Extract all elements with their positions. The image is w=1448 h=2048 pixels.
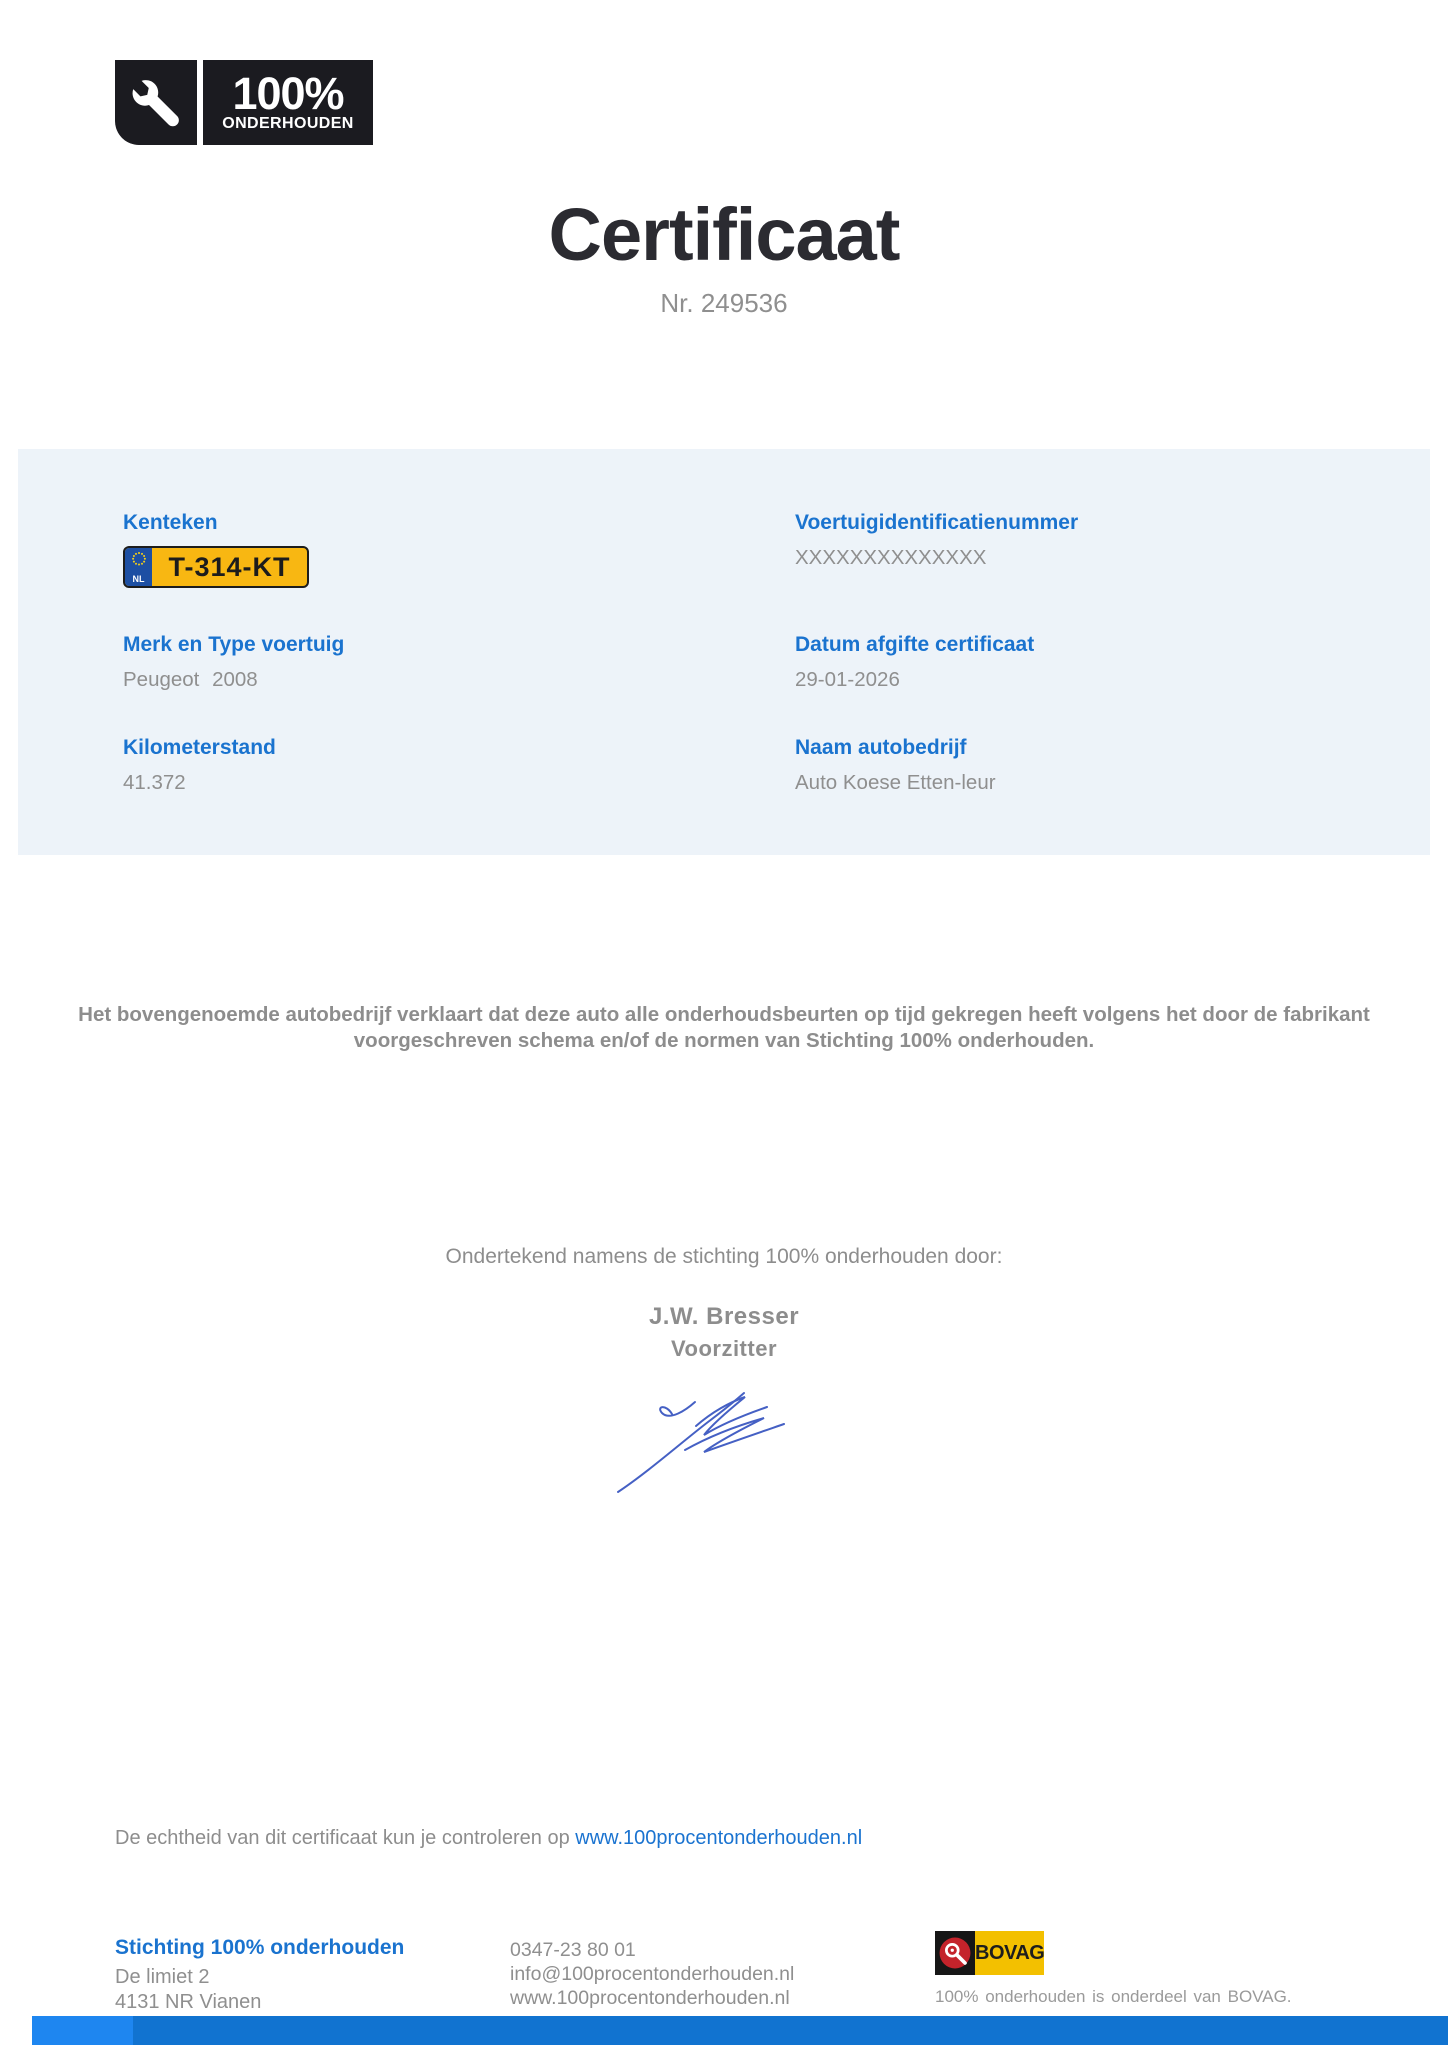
vehicle-details-panel: [18, 449, 1430, 855]
bovag-logo: [935, 1931, 1043, 1975]
field-kilometerstand: [123, 736, 795, 855]
license-plate: [123, 546, 309, 588]
signature-image: [612, 1380, 812, 1505]
bedrijf-label: Naam autobedrijf: [795, 736, 967, 759]
signer-role: Voorzitter: [670, 1336, 778, 1361]
certificate-number: Nr. 249536: [660, 288, 788, 318]
field-kenteken: [123, 511, 795, 633]
logo-text-tile: [203, 60, 373, 145]
bar-light-segment: [32, 2016, 133, 2045]
datum-label: Datum afgifte certificaat: [795, 633, 1035, 656]
bovag-wheel-icon: [935, 1933, 975, 1973]
signer-name: J.W. Bresser: [648, 1303, 800, 1330]
field-merk: [123, 633, 795, 736]
footer-address-line1: De limiet 2: [115, 1966, 210, 1988]
field-vin: [795, 511, 1430, 633]
signing-intro: Ondertekend namens de stichting 100% onderhouden door:: [445, 1245, 1003, 1268]
bovag-note: 100% onderhouden is onderdeel van BOVAG.: [935, 1987, 1292, 2006]
footer-website: www.100procentonderhouden.nl: [510, 1987, 790, 2009]
declaration-statement: Het bovengenoemde autobedrijf verklaart dat deze auto alle onderhoudsbeurten op tijd gekregen heeft volgens het door de fabrikant voorgeschreven schema en/of de normen van Stichting 100% onderhouden.: [78, 1003, 1370, 1052]
footer-phone: 0347-23 80 01: [510, 1939, 636, 1961]
eu-stars-icon: [131, 551, 147, 566]
bottom-accent-bar: [32, 2016, 1448, 2045]
bovag-wheel-tile: [935, 1931, 975, 1975]
vin-label: Voertuigidentificatienummer: [795, 511, 1079, 534]
wrench-icon: [128, 75, 184, 131]
field-datum: [795, 633, 1430, 736]
bedrijf-value: Auto Koese Etten-leur: [795, 771, 996, 794]
datum-value: 29-01-2026: [795, 668, 900, 691]
km-label: Kilometerstand: [123, 736, 276, 759]
footer-org-name: Stichting 100% onderhouden: [115, 1936, 405, 1959]
verification-text: De echtheid van dit certificaat kun je controleren op: [115, 1827, 576, 1849]
brand-logo: [115, 60, 373, 145]
footer-address-line2: 4131 NR Vianen: [115, 1991, 262, 2013]
footer-email: info@100procentonderhouden.nl: [510, 1963, 795, 1985]
plate-eu-strip: [125, 548, 152, 586]
logo-percent-text: 100%: [232, 67, 344, 119]
bovag-wordmark: BOVAG: [975, 1931, 1044, 1975]
plate-country-code: NL: [132, 574, 145, 584]
km-value: 41.372: [123, 771, 186, 794]
footer-organisation: [115, 1936, 404, 2015]
bar-dark-segment: [133, 2016, 1448, 2045]
page-title: Certificaat: [548, 193, 900, 276]
logo-name-text: ONDERHOUDEN: [222, 114, 354, 132]
vin-value: XXXXXXXXXXXXXX: [795, 546, 987, 569]
plate-number: T-314-KT: [168, 551, 291, 582]
footer-contact: [510, 1938, 794, 2010]
verification-line: [115, 1827, 862, 1850]
merk-value: Peugeot 2008: [123, 668, 258, 691]
logo-wrench-tile: [115, 60, 197, 145]
kenteken-label: Kenteken: [123, 511, 218, 534]
field-autobedrijf: [795, 736, 1430, 855]
footer-bovag: [935, 1931, 1292, 2007]
verification-link[interactable]: www.100procentonderhouden.nl: [575, 1827, 863, 1849]
merk-label: Merk en Type voertuig: [123, 633, 345, 656]
